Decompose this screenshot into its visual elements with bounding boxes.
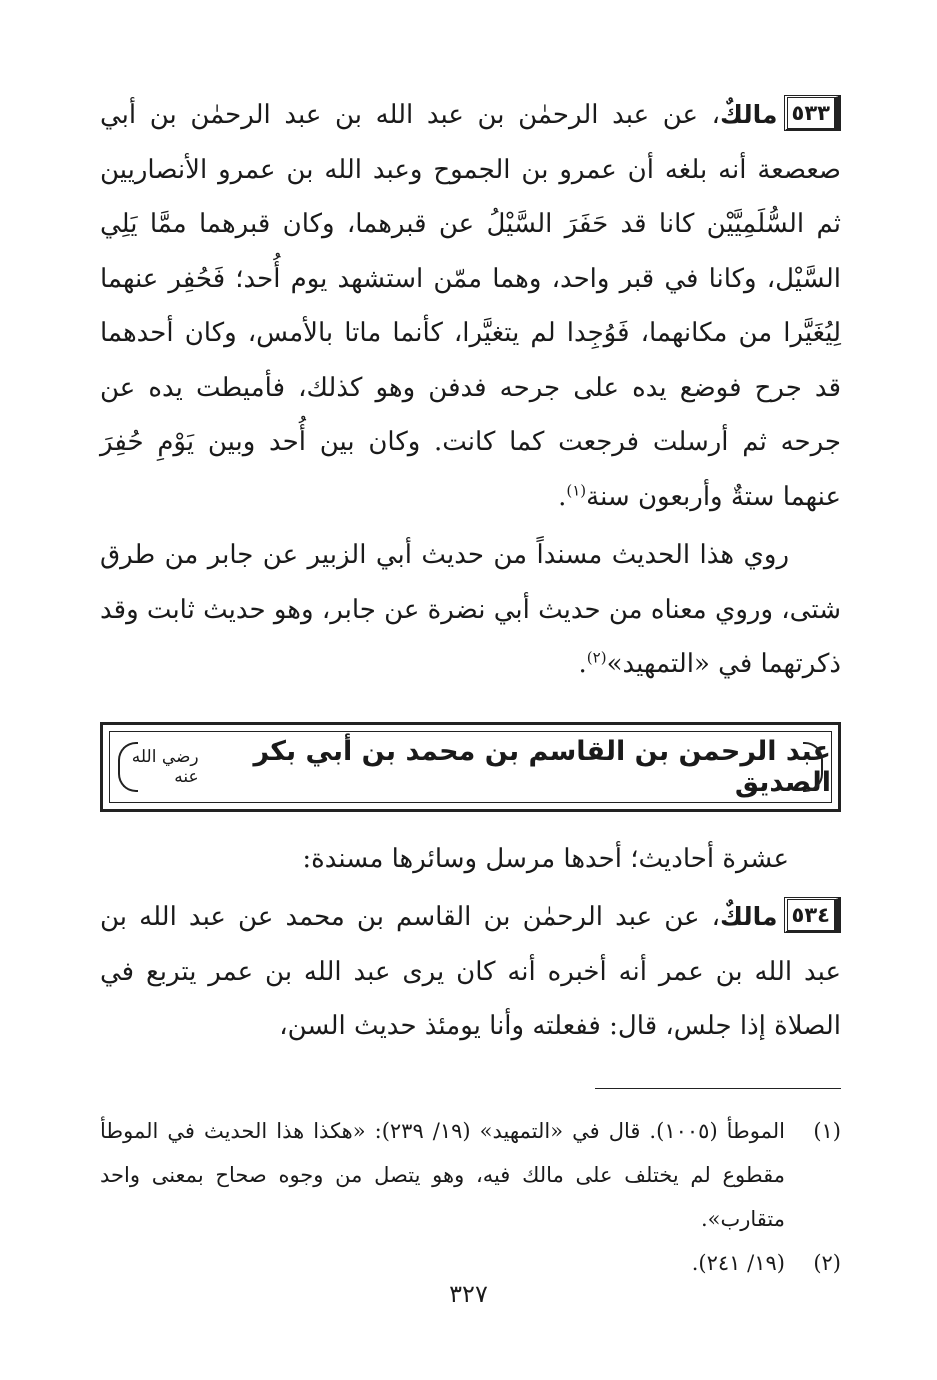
footnote-separator <box>595 1088 841 1089</box>
hadith-text: ، عن عبد الرحمٰن بن عبد الله بن عبد الرحمٰن بن أبي صعصعة أنه بلغه أن عمرو بن الجموح وعبد الله بن عمرو الأنصاريين ثم السُّلَمِيَّيْن كانا قد حَفَرَ السَّيْلُ عن قبرهما، وكان قبرهما ممَّا يَلِي السَّيْل، وكانا في قبر واحد، وهما ممّن استشهد يوم أُحد؛ فَحُفِر عنهما لِيُغَيَّرا من مكانهما، فَوُجِدا لم يتغيَّرا، كأنما ماتا بالأمس، وكان أحدهما قد جرح فوضع يده على جرحه فدفن وهو كذلك، فأميطت يده عن جرحه ثم أرسلت فرجعت كما كانت. وكان بين أُحد وبين يَوْمِ حُفِرَ عنهما ستةٌ وأربعون سنة <box>100 100 841 512</box>
footnotes <box>100 1109 841 1285</box>
honorific-glyph: رضي الله عنه <box>131 746 199 787</box>
hadith-text: ، عن عبد الرحمٰن بن القاسم بن محمد عن عبد الله بن عبد الله بن عمر أنه أخبره أنه كان يرى عبد الله بن عمر يتربع في الصلاة إذا جلس، قال: ففعلته وأنا يومئذ حديث السن، <box>100 902 841 1041</box>
hadith-number-badge: ٥٣٣ <box>784 95 841 131</box>
footnote-2 <box>100 1241 841 1285</box>
page-number: ٣٢٧ <box>449 1280 488 1308</box>
hadith-534 <box>100 890 841 1054</box>
section-banner <box>100 722 841 812</box>
narrator-name: مالكٌ <box>720 902 778 931</box>
commentary-text: روي هذا الحديث مسنداً من حديث أبي الزبير عن جابر من طرق شتى، وروي معناه من حديث أبي نضرة عن جابر، وهو حديث ثابت وقد ذكرتهما في «التمهيد» <box>100 540 841 679</box>
footnote-number: (١) <box>813 1118 841 1143</box>
footnote-ref[interactable]: (٢) <box>586 648 607 667</box>
narrator-name: مالكٌ <box>720 100 778 129</box>
footnote-text: (١٩/ ٢٤١). <box>691 1250 785 1275</box>
commentary-paragraph: روي هذا الحديث مسنداً من حديث أبي الزبير عن جابر من طرق شتى، وروي معناه من حديث أبي نضرة عن جابر، وهو حديث ثابت وقد ذكرتهما في «التمهيد»$^{(٢)}$. <box>100 540 841 679</box>
footnote-1 <box>100 1109 841 1241</box>
section-title: عبد الرحمن بن القاسم بن محمد بن أبي بكر الصديق <box>253 735 831 798</box>
footnote-ref[interactable]: (١) <box>566 480 587 499</box>
hadith-533: ٥٣٣مالكٌ، عن عبد الرحمٰن بن عبد الله بن عبد الرحمٰن بن أبي صعصعة أنه بلغه أن عمرو بن الجموح وعبد الله بن عمرو الأنصاريين ثم السُّلَمِيَّيْن كانا قد حَفَرَ السَّيْلُ عن قبرهما، وكان قبرهما ممَّا يَلِي السَّيْل، وكانا في قبر واحد، وهما ممّن استشهد يوم أُحد؛ فَحُفِر عنهما لِيُغَيَّرا من مكانهما، فَوُجِدا لم يتغيَّرا، كأنما ماتا بالأمس، وكان أحدهما قد جرح فوضع يده على جرحه فدفن وهو كذلك، فأميطت يده عن جرحه ثم أرسلت فرجعت كما كانت. وكان بين أُحد وبين يَوْمِ حُفِرَ عنهما ستةٌ وأربعون سنة$^{(١)}$. <box>100 88 841 524</box>
section-banner-frame <box>109 731 832 803</box>
footnote-text: الموطأ (١٠٠٥). قال في «التمهيد» (١٩/ ٢٣٩): «هكذا هذا الحديث في الموطأ مقطوع لم يختلف على مالك فيه، وهو يتصل من وجوه صحاح بمعنى واحد متقارب». <box>100 1118 785 1231</box>
footnote-number: (٢) <box>813 1250 841 1275</box>
hadith-number-badge: ٥٣٤ <box>784 897 841 933</box>
section-intro: عشرة أحاديث؛ أحدها مرسل وسائرها مسندة: <box>302 843 789 874</box>
